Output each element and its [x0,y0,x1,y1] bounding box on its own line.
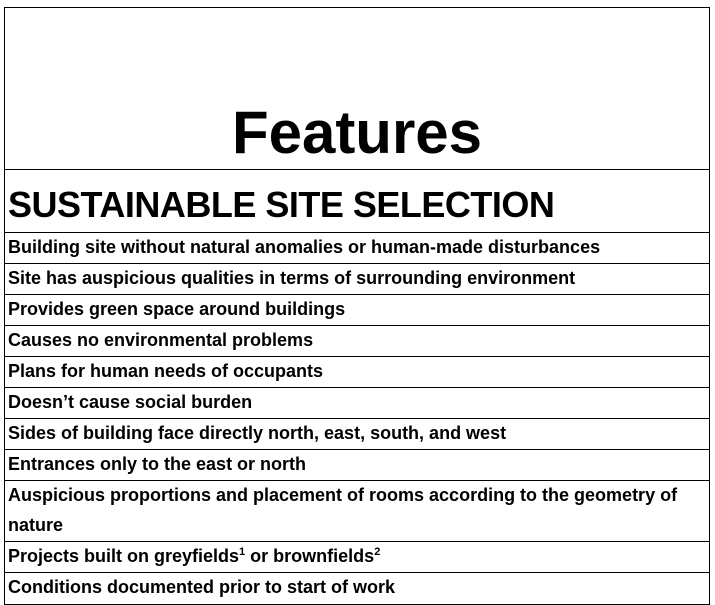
table-title: Features [231,99,483,166]
footnote-marker-2: 2 [374,546,381,558]
table-row-greyfields [5,542,709,573]
table-row: Plans for human needs of occupants [5,357,709,388]
table-row: Doesn’t cause social burden [5,388,709,419]
greyfields-text: Projects built on greyfields [8,546,240,566]
section-heading: SUSTAINABLE SITE SELECTION [8,184,555,225]
table-row: Causes no environmental problems [5,326,709,357]
table-row: Entrances only to the east or north [5,450,709,481]
features-table [4,7,710,605]
table-row: Conditions documented prior to start of work [8,577,395,597]
table-row: Building site without natural anomalies or human-made disturbances [5,233,709,264]
title-cell [5,8,709,170]
table-row: Sides of building face directly north, east, south, and west [5,419,709,450]
section-header-cell [5,170,709,233]
table-row: Site has auspicious qualities in terms of surrounding environment [5,264,709,295]
brownfields-text: or brownfields [245,546,375,566]
table-row: Provides green space around buildings [5,295,709,326]
table-row: Auspicious proportions and placement of rooms according to the geometry of nature [5,481,709,542]
footnote-marker-1: 1 [239,546,246,558]
